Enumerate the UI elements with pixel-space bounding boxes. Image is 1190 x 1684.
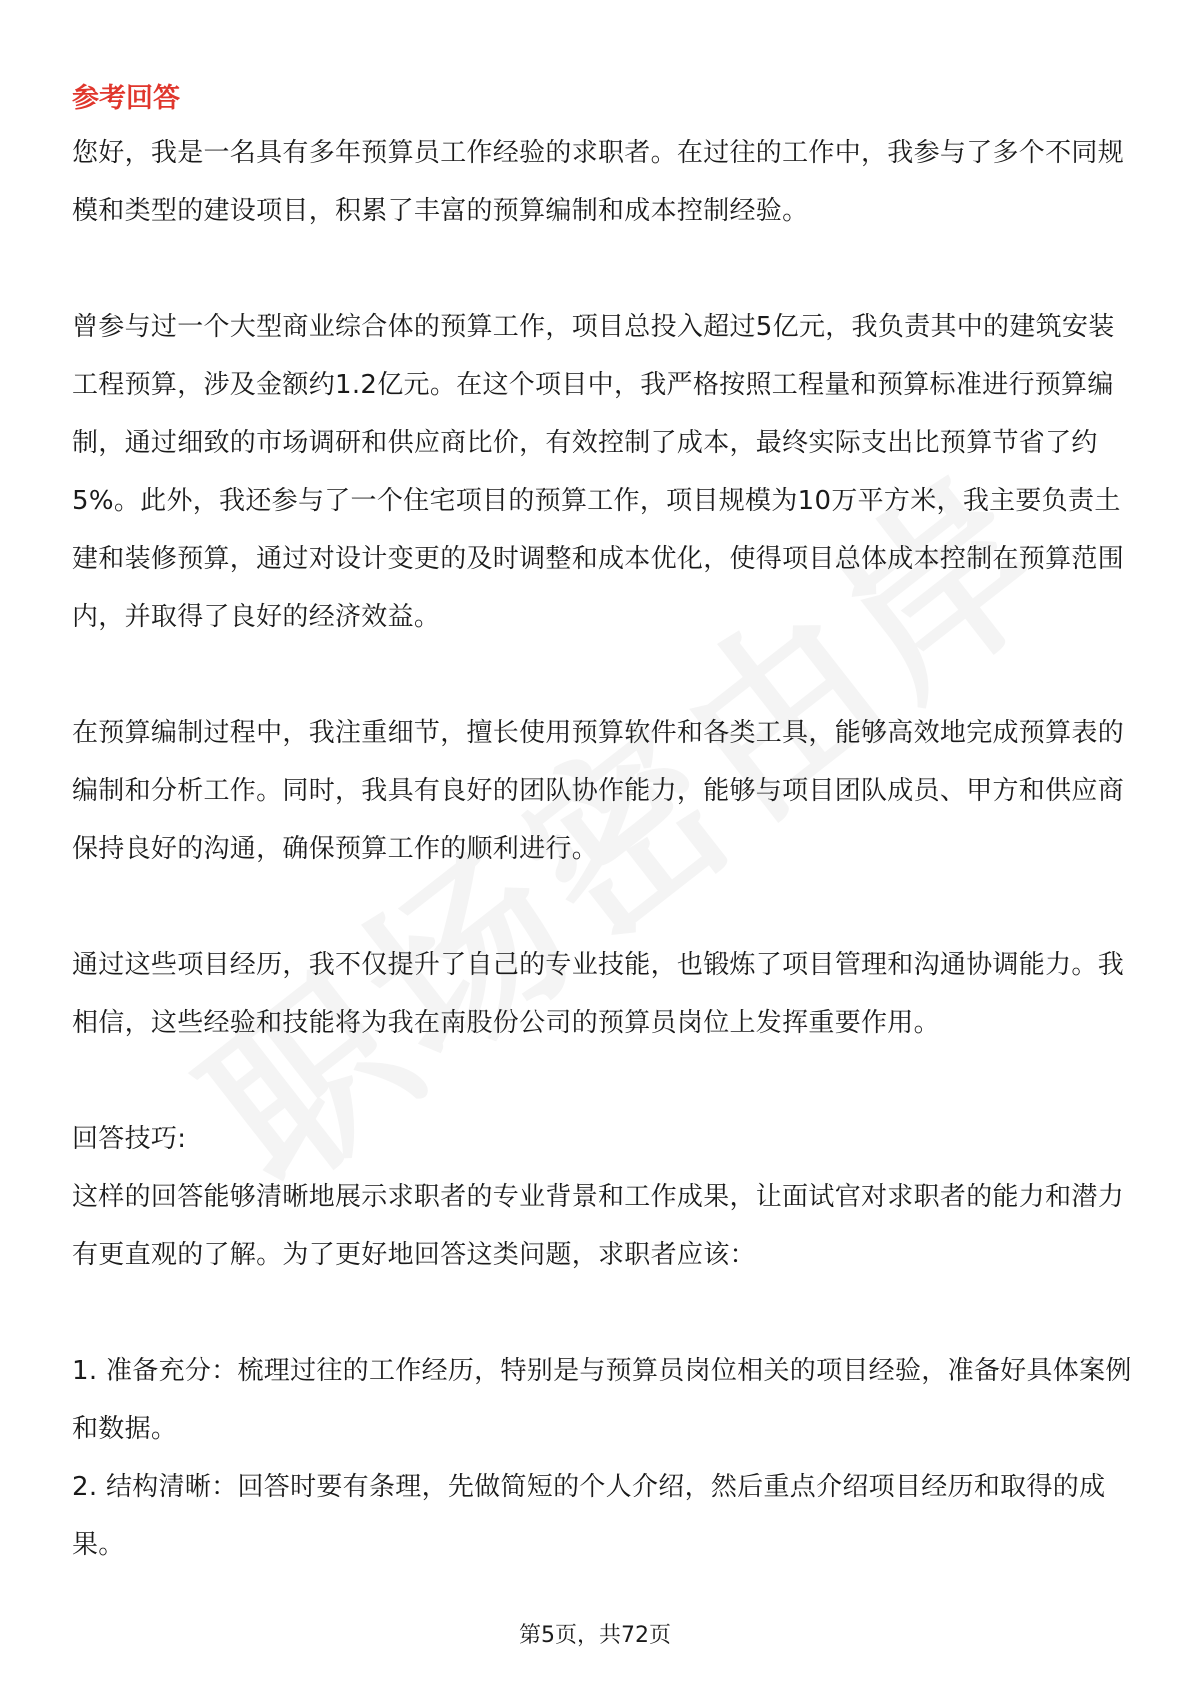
answer-paragraph-4: 通过这些项目经历，我不仅提升了自己的专业技能，也锻炼了项目管理和沟通协调能力。我相信，这些经验和技能将为我在南股份公司的预算员岗位上发挥重要作用。 xyxy=(72,950,1125,1038)
tip-item-1: 1. 准备充分：梳理过往的工作经历，特别是与预算员岗位相关的项目经验，准备好具体案例和数据。 xyxy=(72,1356,1132,1444)
page-number: 第5页，共72页 xyxy=(519,1623,671,1648)
answer-paragraph-2: 曾参与过一个大型商业综合体的预算工作，项目总投入超过5亿元，我负责其中的建筑安装工程预算，涉及金额约1.2亿元。在这个项目中，我严格按照工程量和预算标准进行预算编制，通过细致的市场调研和供应商比价，有效控制了成本，最终实际支出比预算节省了约5%。此外，我还参与了一个住宅项目的预算工作，项目规模为10万平方米，我主要负责土建和装修预算，通过对设计变更的及时调整和成本优化，使得项目总体成本控制在预算范围内，并取得了良好的经济效益。 xyxy=(72,312,1125,632)
page-content xyxy=(72,74,1132,1574)
section-heading: 参考回答 xyxy=(72,83,180,114)
tip-item-2: 2. 结构清晰：回答时要有条理，先做简短的个人介绍，然后重点介绍项目经历和取得的成果。 xyxy=(72,1472,1106,1560)
answer-paragraph-3: 在预算编制过程中，我注重细节，擅长使用预算软件和各类工具，能够高效地完成预算表的编制和分析工作。同时，我具有良好的团队协作能力，能够与项目团队成员、甲方和供应商保持良好的沟通，确保预算工作的顺利进行。 xyxy=(72,718,1125,864)
tips-title: 回答技巧: xyxy=(72,1124,187,1154)
answer-paragraph-1: 您好，我是一名具有多年预算员工作经验的求职者。在过往的工作中，我参与了多个不同规模和类型的建设项目，积累了丰富的预算编制和成本控制经验。 xyxy=(72,138,1125,226)
tips-intro: 这样的回答能够清晰地展示求职者的专业背景和工作成果，让面试官对求职者的能力和潜力有更直观的了解。为了更好地回答这类问题，求职者应该： xyxy=(72,1182,1125,1270)
